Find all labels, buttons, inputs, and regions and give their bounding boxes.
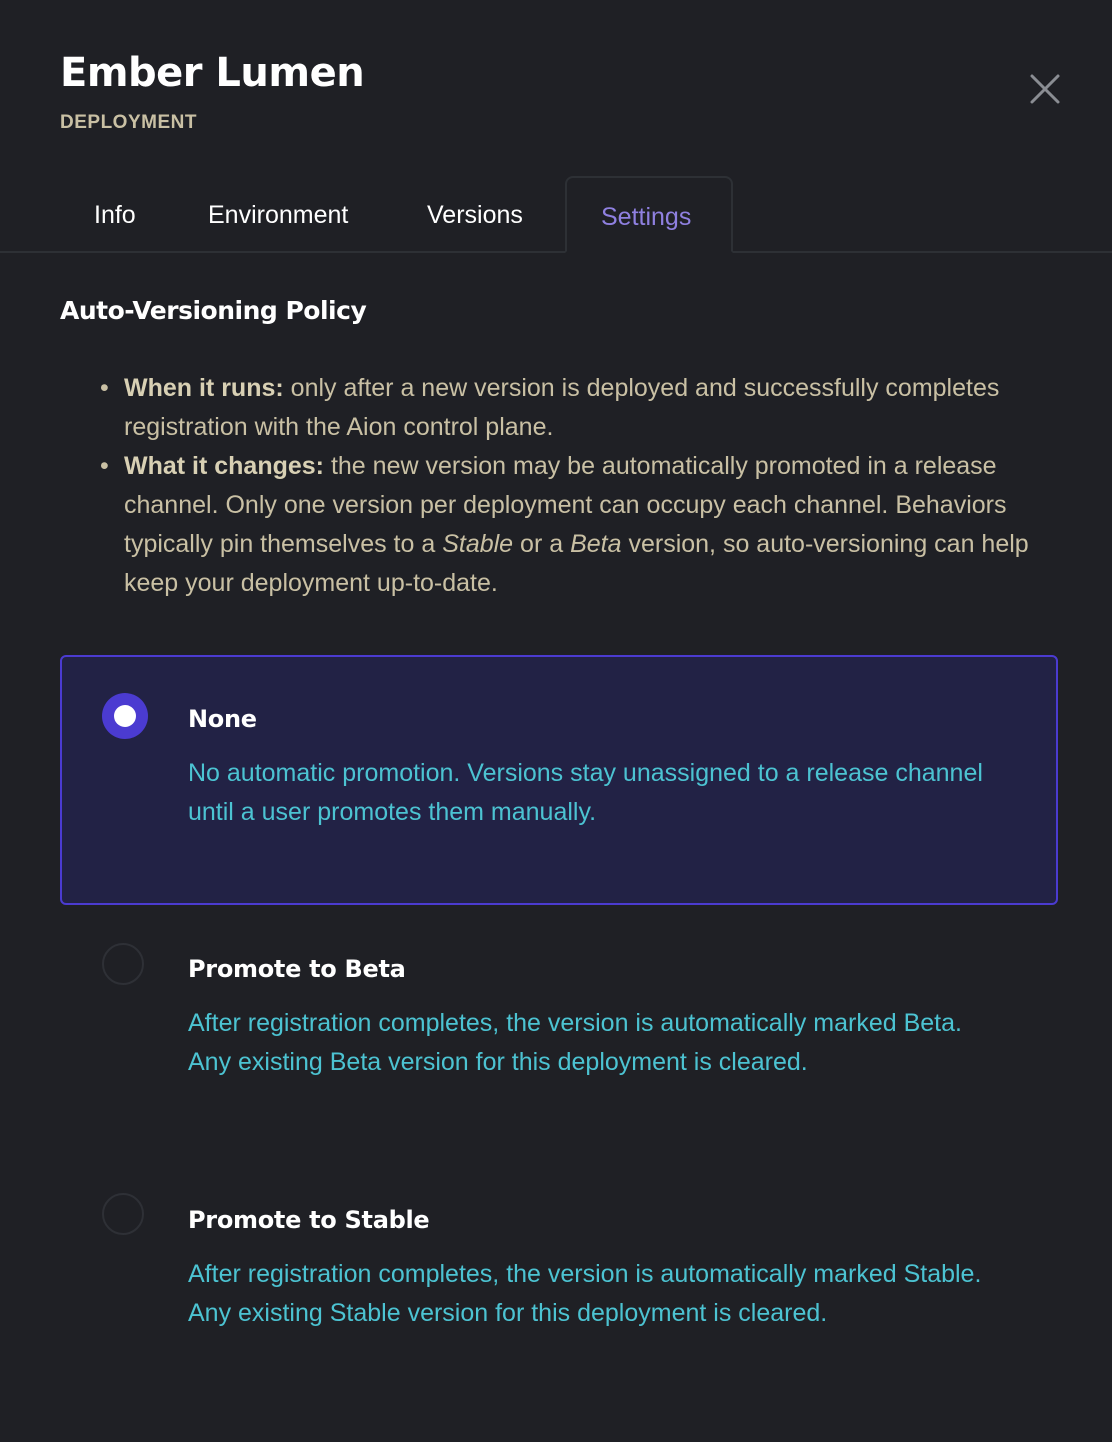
bullet-text: the new version may be automatically promoted in a release channel. Only one version per deployment can occupy each channel. Behaviors typically pin themselves to a (124, 452, 1007, 558)
close-icon (1026, 70, 1064, 108)
radio-selected[interactable] (102, 693, 148, 739)
bullet-emphasis: Beta (570, 530, 622, 558)
radio-unselected[interactable] (102, 943, 144, 985)
option-title: Promote to Stable (188, 1206, 430, 1234)
option-promote-stable[interactable] (60, 1155, 1058, 1405)
option-none[interactable] (60, 655, 1058, 905)
list-item (124, 447, 1064, 603)
page-title: Ember Lumen (60, 50, 365, 96)
bullet-lead: When it runs: (124, 374, 284, 402)
option-promote-beta[interactable] (60, 905, 1058, 1155)
tab-versions[interactable]: Versions (427, 201, 523, 229)
option-title: Promote to Beta (188, 955, 406, 983)
bullet-text: or a (513, 530, 571, 558)
option-title: None (188, 705, 257, 733)
section-title: Auto-Versioning Policy (60, 296, 367, 325)
bullet-text: only after a new version is deployed and successfully completes registration with the Aion control plane. (124, 374, 1000, 441)
tab-info[interactable]: Info (94, 201, 136, 229)
page-subtitle: DEPLOYMENT (60, 112, 197, 133)
policy-list (124, 369, 1064, 603)
option-description: After registration completes, the version is automatically marked Beta. Any existing Beta version for this deployment is cleared. (188, 1009, 962, 1076)
option-description: After registration completes, the version is automatically marked Stable. Any existing Stable version for this deployment is cleared. (188, 1260, 982, 1327)
option-description: No automatic promotion. Versions stay unassigned to a release channel until a user promotes them manually. (188, 759, 983, 826)
tab-settings[interactable]: Settings (565, 176, 733, 253)
close-button[interactable] (1026, 70, 1064, 108)
tab-bar (0, 176, 1112, 253)
tab-environment[interactable]: Environment (208, 201, 349, 229)
bullet-emphasis: Stable (442, 530, 514, 558)
radio-unselected[interactable] (102, 1193, 144, 1235)
list-item (124, 369, 1064, 447)
bullet-text: version, so auto-versioning can help keep your deployment up-to-date. (124, 530, 1029, 597)
bullet-lead: What it changes: (124, 452, 325, 480)
